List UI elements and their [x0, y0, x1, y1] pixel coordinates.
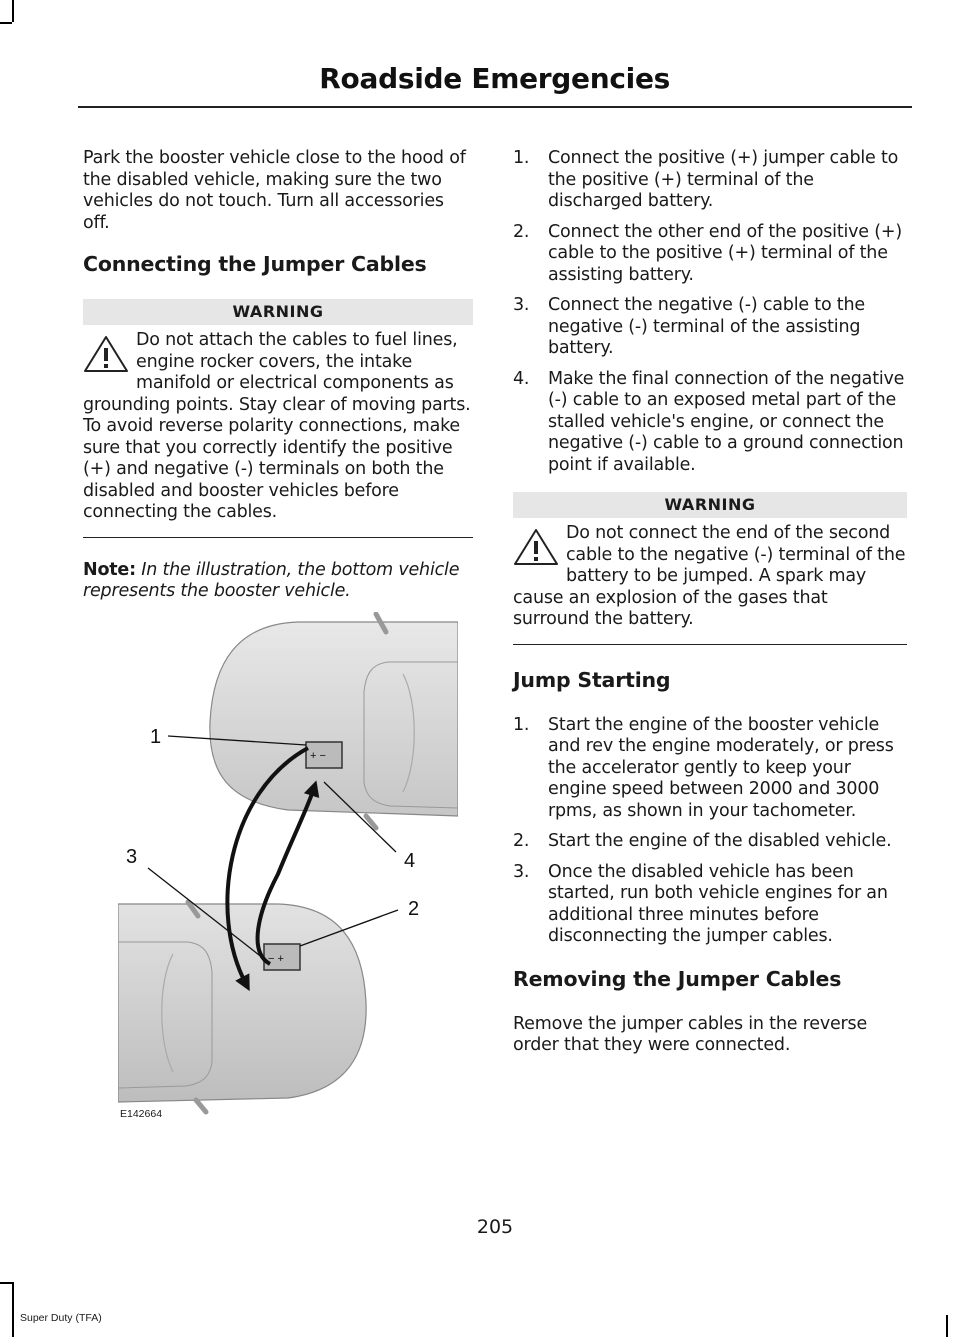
warning-triangle-icon	[513, 527, 559, 567]
page-number: 205	[476, 1216, 514, 1238]
crop-mark	[0, 22, 12, 24]
callout-3: 3	[126, 846, 138, 868]
disabled-vehicle	[210, 614, 458, 828]
list-item: 1. Start the engine of the booster vehicle and rev the engine moderately, or press the accelerator gently to keep your engine speed between 2000 and 3000 rpms, as shown in your tachometer.	[513, 714, 894, 821]
list-item: 4. Make the final connection of the negative (-) cable to an exposed metal part of the stalled vehicle's engine, or connect the negative (-) cable to a ground connection point if available.	[513, 368, 905, 475]
booster-vehicle	[118, 902, 366, 1112]
callout-2: 2	[408, 898, 420, 920]
section-heading-jump-starting: Jump Starting	[513, 667, 671, 692]
warning-box	[513, 492, 907, 645]
warning-text: Do not connect the end of the second cable to the negative (-) terminal of the battery to be jumped. A spark may cause an explosion of the gases that surround the battery.	[513, 523, 906, 629]
header-rule	[78, 106, 912, 108]
crop-mark	[0, 1282, 12, 1284]
warning-triangle-icon	[83, 334, 129, 374]
left-column	[83, 148, 473, 603]
warning-box	[83, 299, 473, 538]
list-item: 1. Connect the positive (+) jumper cable to the positive (+) terminal of the discharged battery.	[513, 148, 899, 211]
svg-text:+ −: + −	[310, 750, 326, 762]
list-item: 2. Connect the other end of the positive (+) cable to the positive (+) terminal of the assisting battery.	[513, 221, 902, 285]
list-item: 2. Start the engine of the disabled vehicle.	[513, 831, 892, 851]
list-item: 3. Connect the negative (-) cable to the negative (-) terminal of the assisting battery.	[513, 295, 865, 358]
crop-mark	[946, 1315, 948, 1337]
right-column	[513, 148, 907, 1057]
footer-model: Super Duty (TFA)	[20, 1312, 102, 1324]
warning-text: Do not attach the cables to fuel lines, engine rocker covers, the intake manifold or electrical components as grounding points. Stay clear of moving parts. To avoid reverse polarity connections, make sure that you correctly identify the positive (+) and negative (-) terminals on both the disabled and booster vehicles before connecting the cables.	[83, 330, 471, 522]
note-label: Note:	[83, 559, 136, 580]
callout-1: 1	[150, 726, 162, 748]
note-text: In the illustration, the bottom vehicle represents the booster vehicle.	[83, 559, 460, 601]
crop-mark	[12, 0, 14, 22]
figure-id: E142664	[120, 1108, 163, 1120]
section-heading-connecting: Connecting the Jumper Cables	[83, 252, 427, 276]
warning-label: WARNING	[513, 492, 907, 518]
jump-steps-list	[513, 715, 907, 948]
section-heading-removing: Removing the Jumper Cables	[513, 966, 842, 991]
intro-paragraph: Park the booster vehicle close to the hood of the disabled vehicle, making sure the two vehicles do not touch. Turn all accessories off.	[83, 148, 466, 233]
list-item: 3. Once the disabled vehicle has been started, run both vehicle engines for an additional three minutes before disconnecting the jumper cables.	[513, 861, 888, 946]
crop-mark	[12, 1282, 14, 1337]
svg-text:− +: − +	[268, 953, 284, 965]
connect-steps-list	[513, 148, 907, 476]
page-title: Roadside Emergencies	[319, 62, 670, 95]
callout-4: 4	[404, 850, 416, 872]
remove-paragraph: Remove the jumper cables in the reverse order that they were connected.	[513, 1013, 868, 1055]
jumper-cable-illustration	[118, 612, 458, 1122]
warning-label: WARNING	[83, 299, 473, 325]
